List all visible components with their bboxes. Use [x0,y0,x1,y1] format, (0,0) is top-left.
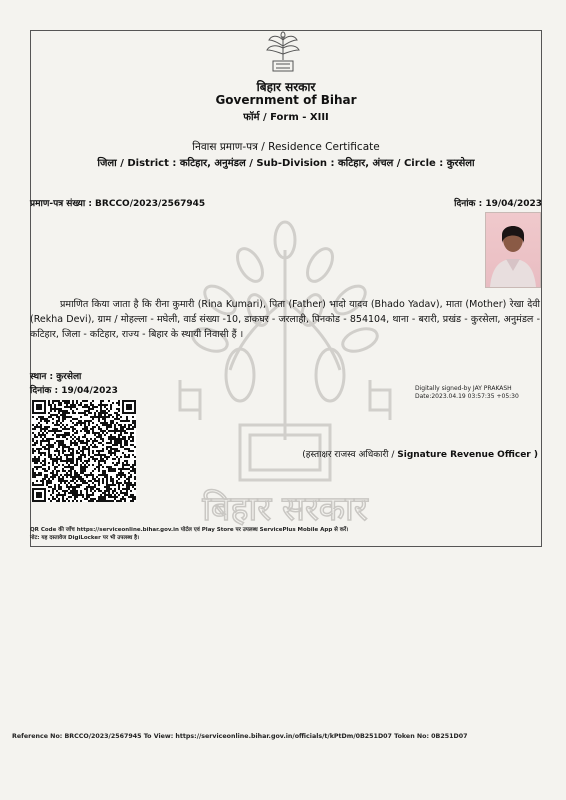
signature-officer-label [302,447,538,460]
bihar-emblem-icon [263,30,303,74]
location-line: जिला / District : कटिहार, अनुमंडल / Sub-Division : कटिहार, अंचल / Circle : कुरसेला [97,158,475,169]
form-label: फॉर्म / Form - XIII [243,112,329,123]
signature-officer-hindi: (हस्ताक्षर राजस्व अधिकारी / [302,450,398,460]
certificate-date: दिनांक : 19/04/2023 [454,199,542,209]
digital-signature [415,385,519,401]
watermark-emblem [140,210,430,540]
applicant-photo [485,212,541,288]
digilocker-note: नोट: यह दस्तावेज DigiLocker पर भी उपलब्ध है। [30,535,140,541]
signature-officer-english: Signature Revenue Officer ) [397,450,538,460]
reference-line: Reference No: BRCCO/2023/2567945 To View: https://serviceonline.bihar.gov.in/officials/t/kPtDm/0B251D07 Token No: 0B251D07 [12,733,468,740]
certificate-body: प्रमाणित किया जाता है कि रीना कुमारी (Rina Kumari), पिता (Father) भादो यादव (Bhado Yadav), माता (Mother) रेखा देवी (Rekha Devi), ग्राम / मोहल्ला - मघेली, वार्ड संख्या -10, डाकघर - जरलाही, पिनकोड - 854104, थाना - बरारी, प्रखंड - कुरसेला, अनुमंडल - कटिहार, जिला - कटिहार, राज्य - बिहार के स्थायी निवासी हैं । [30,299,540,340]
place-label: स्थान : कुरसेला [30,372,82,382]
qr-code [32,400,136,502]
government-title: Government of Bihar [215,93,357,107]
certificate-title: निवास प्रमाण-पत्र / Residence Certificate [192,141,380,153]
certificate-number: प्रमाण-पत्र संख्या : BRCCO/2023/2567945 [30,199,206,209]
digital-signature-name: Digitally signed-by JAY PRAKASH [415,385,512,392]
issue-date: दिनांक : 19/04/2023 [30,386,118,396]
government-title-hindi: बिहार सरकार [256,80,316,94]
notes [30,526,348,542]
qr-note: QR Code की जाँच https://serviceonline.bihar.gov.in पोर्टल एवं Play Store पर उपलब्ध ServicePlus Mobile App से करें। [30,527,349,533]
digital-signature-date: Date:2023.04.19 03:57:35 +05:30 [415,393,519,400]
watermark-text: बिहार सरकार [202,489,368,529]
